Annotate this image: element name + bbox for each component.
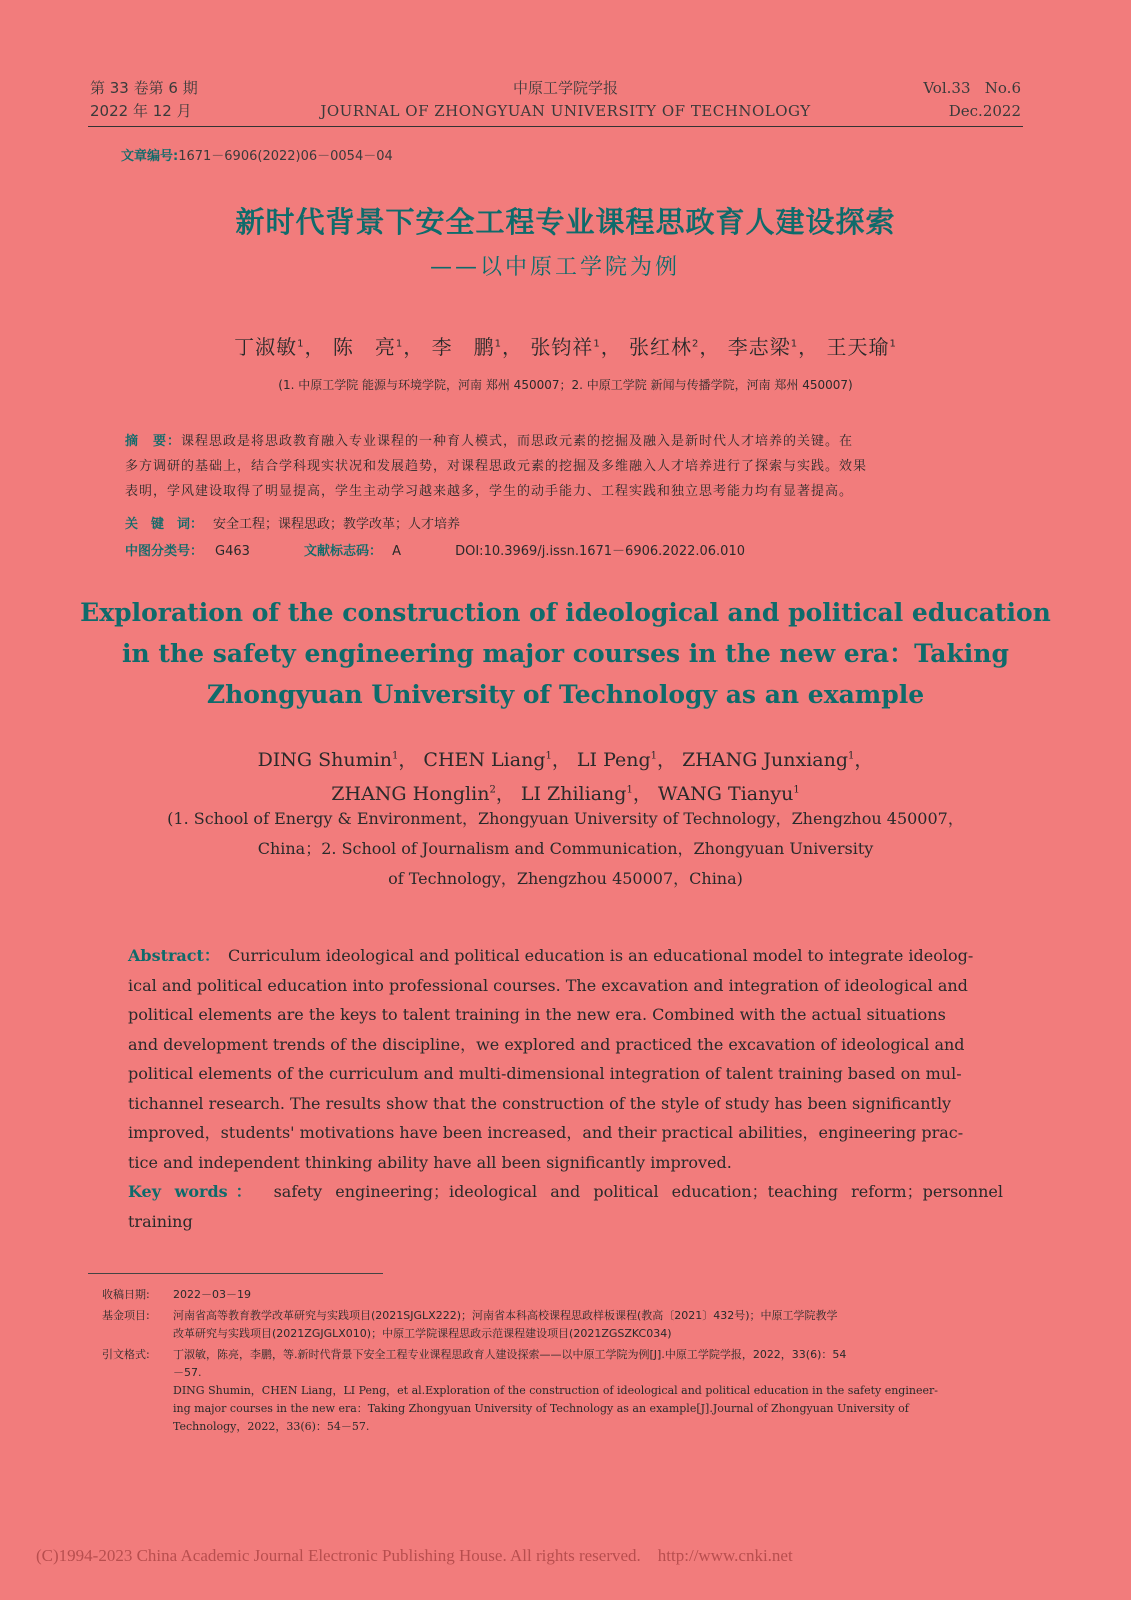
clc-value: G463 [215,544,250,559]
affiliation-cn: (1. 中原工学院 能源与环境学院，河南 郑州 450007；2. 中原工学院 新闻与传播学院，河南 郑州 450007) [278,378,853,392]
affiliation-en-line: China；2. School of Journalism and Communication，Zhongyuan University [257,839,874,858]
footnotes [102,1286,1047,1436]
author-cn: 张钧祥$^1$ [530,335,601,359]
title-en [0,592,1131,715]
received-value: 2022－03－19 [173,1288,251,1301]
header-rule [88,126,1023,127]
title-en-line: Zhongyuan University of Technology as an example [206,680,925,709]
article-number [121,145,393,164]
authors-cn: 丁淑敏$^1$， 陈 亮$^1$， 李 鹏$^1$， 张钧祥$^1$， 张红林$^2$， 李志梁$^1$， 王天瑜$^1$ [234,335,897,359]
doi: DOI:10.3969/j.issn.1671－6906.2022.06.010 [455,544,745,559]
abstract-cn-line: 表明，学风建设取得了明显提高，学生主动学习越来越多，学生的动手能力、工程实践和独立思考能力均有显著提高。 [125,484,854,499]
volume-cn: 第 33 卷第 6 期 [90,79,198,97]
clc-label: 中图分类号： [125,544,204,559]
abstract-en-label: Abstract： [128,946,220,965]
title-en-line: in the safety engineering major courses in the new era：Taking [122,639,1009,668]
abstract-en-line: political elements of the curriculum and multi-dimensional integration of talent training based on mul- [128,1064,962,1083]
received-label: 收稿日期: [102,1288,150,1301]
author-cn: 张红林$^2$ [629,335,700,359]
abstract-en [128,941,1003,1236]
article-number-value: 1671－6906(2022)06－0054－04 [178,149,393,164]
author-cn: 丁淑敏$^1$ [234,335,305,359]
abstract-cn [125,429,1005,504]
abstract-cn-label: 摘 要： [125,434,182,449]
affiliation-en-line: (1. School of Energy & Environment，Zhongyuan University of Technology，Zhengzhou 450007， [167,809,964,828]
author-cn: 李志梁$^1$ [727,335,799,359]
keywords-en-value: safety engineering；ideological and political education；teaching reform；personnel training [128,1182,1003,1231]
journal-cn: 中原工学院学报 [512,79,618,97]
date-en: Dec.2022 [948,102,1021,120]
keywords-cn-label: 关 键 词： [125,517,204,532]
cite-en-line: ing major courses in the new era：Taking Zhongyuan University of Technology as an example[J].Journal of Zhongyuan University of [173,1402,909,1415]
author-en: CHEN Liang$^1$， [423,749,571,772]
keywords-cn-value: 安全工程；课程思政；教学改革；人才培养 [213,517,461,532]
keywords-cn [125,513,460,532]
cite-cn-line: 丁淑敏，陈亮，李鹏，等.新时代背景下安全工程专业课程思政育人建设探索——以中原工学院为例[J].中原工学院学报，2022，33(6)：54 [173,1348,847,1361]
footnote-rule [88,1273,383,1274]
doc-code-value: A [392,544,401,559]
cite-label: 引文格式: [102,1348,150,1361]
fund-line: 改革研究与实践项目(2021ZGJGLX010)；中原工学院课程思政示范课程建设项目(2021ZGSZKC034) [173,1327,672,1340]
title-en-line: Exploration of the construction of ideological and political education [80,598,1051,627]
author-cn: 李 鹏$^1$ [431,335,502,359]
abstract-cn-line: 多方调研的基础上，结合学科现实状况和发展趋势，对课程思政元素的挖掘及多维融入人才培养进行了探索与实践。效果 [125,459,868,474]
cite-en-line: DING Shumin，CHEN Liang，LI Peng，et al.Exploration of the construction of ideological and political education in the safety engineer- [173,1384,938,1397]
abstract-en-line: political elements are the keys to talent training in the new era. Combined with the actual situations [128,1005,946,1024]
article-number-label: 文章编号: [121,149,179,164]
doc-code-label: 文献标志码： [304,544,383,559]
journal-en: JOURNAL OF ZHONGYUAN UNIVERSITY OF TECHNOLOGY [320,102,811,120]
abstract-en-line: and development trends of the discipline，we explored and practiced the excavation of ideological and [128,1034,965,1054]
author-en: DING Shumin$^1$， [257,749,418,772]
author-en: WANG Tianyu$^1$ [657,782,800,805]
title-cn: 新时代背景下安全工程专业课程思政育人建设探索 [235,205,896,239]
author-cn: 陈 亮$^1$ [332,335,404,359]
cite-en-line: Technology，2022，33(6)：54－57. [173,1420,370,1433]
author-en: LI Peng$^1$， [576,749,677,772]
copyright-watermark: (C)1994-2023 China Academic Journal Electronic Publishing House. All rights reserved. http://www.cnki.net [36,1546,793,1565]
authors-en [0,742,1131,809]
abstract-cn-line: 课程思政是将思政教育融入专业课程的一种育人模式，而思政元素的挖掘及融入是新时代人才培养的关键。在 [181,434,854,449]
abstract-en-line: ical and political education into professional courses. The excavation and integration of ideological and [128,975,968,995]
affiliation-en [0,804,1131,894]
date-cn: 2022 年 12 月 [90,102,192,120]
abstract-en-line: tichannel research. The results show that the construction of the style of study has been significantly [128,1093,952,1113]
author-cn: 王天瑜$^1$ [826,335,897,359]
abstract-en-line: Curriculum ideological and political education is an educational model to integrate ideolog- [227,946,974,965]
classification-row [125,540,1025,559]
fund-line: 河南省高等教育教学改革研究与实践项目(2021SJGLX222)；河南省本科高校课程思政样板课程(教高〔2021〕432号)；中原工学院教学 [173,1309,838,1322]
cite-cn-line: －57. [173,1366,202,1379]
author-en: ZHANG Honglin$^2$， [331,782,515,805]
abstract-en-line: improved，students' motivations have been increased，and their practical abilities，engineering prac- [128,1123,964,1142]
keywords-en-label: Key words： [128,1182,260,1201]
fund-label: 基金项目: [102,1309,150,1322]
volume-en: Vol.33 No.6 [923,79,1021,97]
footnote-fund [102,1307,1047,1343]
subtitle-cn: ——以中原工学院为例 [430,255,681,280]
affiliation-en-line: of Technology，Zhengzhou 450007，China) [388,869,743,888]
author-en: ZHANG Junxiang$^1$， [682,749,874,772]
abstract-en-line: tice and independent thinking ability have all been significantly improved. [128,1152,732,1172]
footnote-received [102,1286,1047,1304]
footnote-citation [102,1346,1047,1436]
author-en: LI Zhiliang$^1$， [520,782,652,805]
